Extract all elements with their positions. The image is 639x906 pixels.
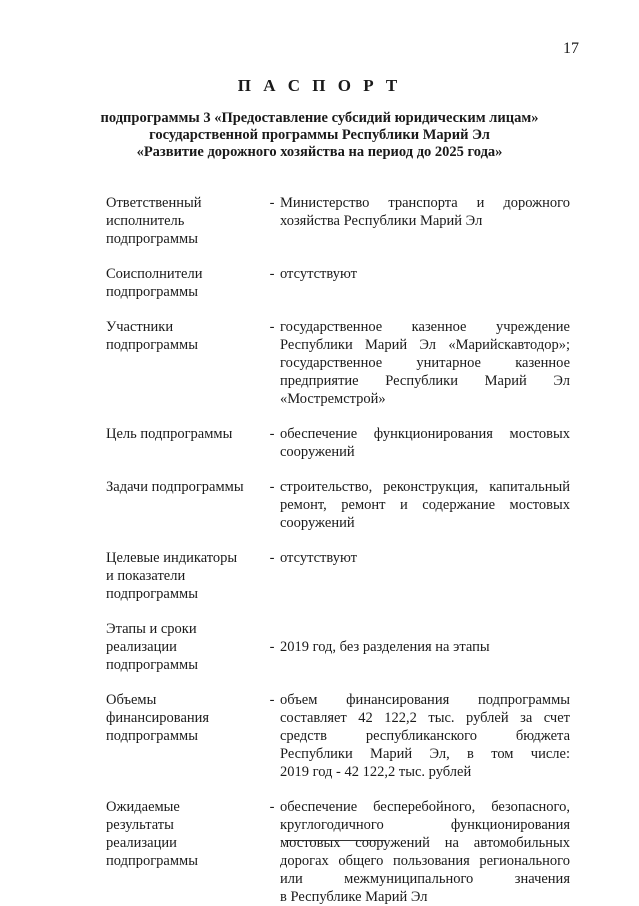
row-dash: - [269, 426, 275, 442]
document-title: П А С П О Р Т [237, 76, 402, 95]
row-label-line: Целевые индикаторы [106, 550, 238, 566]
row-value [280, 798, 570, 906]
row-label-line: подпрограммы [106, 586, 198, 602]
footer-rule [285, 840, 385, 841]
row-value-line: в Республике Марий Эл [280, 889, 428, 905]
row-dash: - [269, 195, 275, 211]
row-label-line: Участники [106, 319, 174, 335]
row-value-line: государственное унитарное казенное [280, 355, 570, 371]
row-value [280, 265, 570, 301]
row-value-line: 2019 год, без разделения на этапы [280, 639, 490, 655]
row-value-line: составляет 42 122,2 тыс. рублей за счет [280, 710, 570, 726]
subtitle-line: «Развитие дорожного хозяйства на период до 2025 года» [136, 144, 503, 160]
row-value-line: средств республиканского бюджета [280, 728, 570, 744]
passport-row [106, 265, 570, 301]
row-label-line: и показатели [106, 568, 186, 584]
row-label-line: Этапы и сроки [106, 621, 197, 637]
row-label-line: Ожидаемые [106, 799, 180, 815]
row-dash: - [269, 692, 275, 708]
document-subtitle [60, 110, 579, 161]
subtitle-line: государственной программы Республики Марий Эл [149, 127, 490, 143]
row-value-line: 2019 год - 42 122,2 тыс. рублей [280, 764, 472, 780]
row-value-line: отсутствуют [280, 266, 357, 282]
passport-row [106, 318, 570, 408]
subtitle-line: подпрограммы 3 «Предоставление субсидий юридическим лицам» [100, 110, 539, 126]
row-value-line: или межмуниципального значения [280, 871, 570, 887]
row-label [106, 549, 264, 603]
passport-row [106, 194, 570, 248]
row-value-line: обеспечение бесперебойного, безопасного, [280, 799, 570, 815]
row-label [106, 425, 264, 461]
row-value [280, 194, 570, 248]
row-value-line: мостовых сооружений на автомобильных [280, 835, 570, 851]
row-value-line: Республики Марий Эл «Марийскавтодор»; [280, 337, 570, 353]
row-value [280, 620, 570, 674]
row-label [106, 194, 264, 248]
row-value-line: хозяйства Республики Марий Эл [280, 213, 483, 229]
passport-table [106, 194, 570, 906]
row-label-line: реализации [106, 639, 177, 655]
row-value-line [280, 620, 570, 638]
page-number: 17 [563, 40, 579, 57]
row-dash: - [269, 266, 275, 282]
row-value [280, 691, 570, 781]
row-label-line: Задачи подпрограммы [106, 479, 244, 495]
passport-row [106, 549, 570, 603]
row-label-line: финансирования [106, 710, 210, 726]
row-label [106, 318, 264, 408]
row-label [106, 798, 264, 906]
passport-row [106, 798, 570, 906]
row-value-line: объем финансирования подпрограммы [280, 692, 570, 708]
row-dash: - [269, 479, 275, 495]
row-label [106, 265, 264, 301]
row-value-line: предприятие Республики Марий Эл [280, 373, 570, 389]
row-value-line: государственное казенное учреждение [280, 319, 570, 335]
row-dash: - [269, 639, 275, 655]
row-label-line: исполнитель [106, 213, 185, 229]
row-dash: - [269, 319, 275, 335]
row-label-line: подпрограммы [106, 231, 198, 247]
passport-row [106, 620, 570, 674]
row-label-line: Соисполнители [106, 266, 203, 282]
row-value [280, 478, 570, 532]
row-value-line: «Мостремстрой» [280, 391, 386, 407]
row-value-line: строительство, реконструкция, капитальный [280, 479, 570, 495]
row-value-line: сооружений [280, 515, 355, 531]
row-label-line: подпрограммы [106, 657, 198, 673]
row-value-line: сооружений [280, 444, 355, 460]
passport-row [106, 691, 570, 781]
row-label [106, 478, 264, 532]
row-label-line: Объемы [106, 692, 157, 708]
passport-row [106, 425, 570, 461]
row-label-line: Ответственный [106, 195, 202, 211]
row-label [106, 691, 264, 781]
passport-row [106, 478, 570, 532]
row-value-line: отсутствуют [280, 550, 357, 566]
row-value-line: Республики Марий Эл, в том числе: [280, 746, 570, 762]
row-label-line: подпрограммы [106, 284, 198, 300]
row-label-line: результаты [106, 817, 174, 833]
row-value-line: дорогах общего пользования регионального [280, 853, 570, 869]
row-label-line: подпрограммы [106, 853, 198, 869]
row-dash: - [269, 799, 275, 815]
row-value-line: круглогодичного функционирования [280, 817, 570, 833]
row-label-line: подпрограммы [106, 728, 198, 744]
row-value [280, 549, 570, 603]
row-label [106, 620, 264, 674]
row-value [280, 318, 570, 408]
row-value-line: Министерство транспорта и дорожного [280, 195, 570, 211]
row-label-line: подпрограммы [106, 337, 198, 353]
row-label-line: реализации [106, 835, 177, 851]
row-dash: - [269, 550, 275, 566]
row-label-line: Цель подпрограммы [106, 426, 233, 442]
row-value [280, 425, 570, 461]
row-value-line: обеспечение функционирования мостовых [280, 426, 570, 442]
row-value-line: ремонт, ремонт и содержание мостовых [280, 497, 570, 513]
